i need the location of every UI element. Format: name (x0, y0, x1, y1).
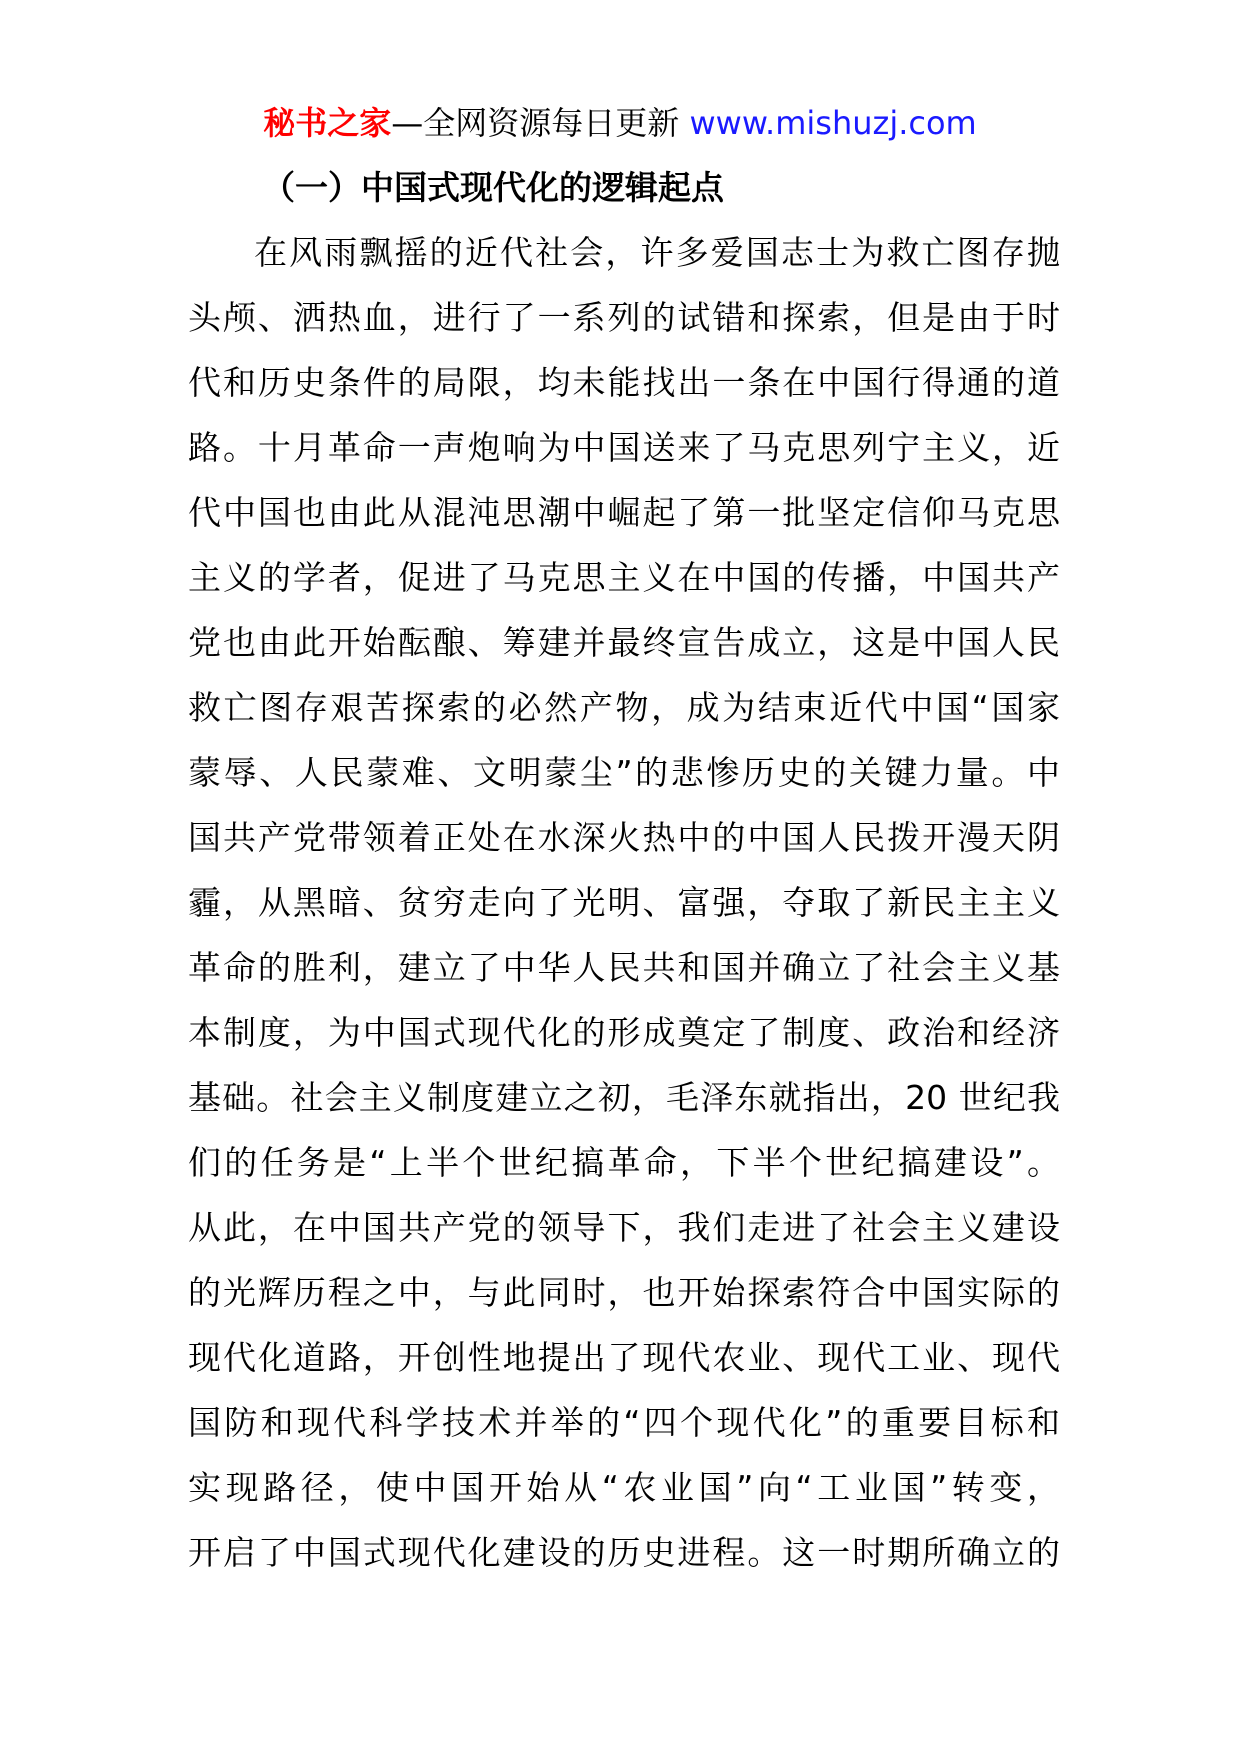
site-header (0, 98, 1240, 148)
paragraph-line: 头颅、洒热血，进行了一系列的试错和探索，但是由于时 (188, 298, 1060, 337)
paragraph-line: 国防和现代科学技术并举的“四个现代化”的重要目标和 (188, 1403, 1060, 1442)
body-paragraph (188, 228, 1060, 1593)
paragraph-line: 的光辉历程之中，与此同时，也开始探索符合中国实际的 (188, 1273, 1060, 1312)
paragraph-line: 路。十月革命一声炮响为中国送来了马克思列宁主义，近 (188, 428, 1060, 467)
paragraph-line: 们的任务是“上半个世纪搞革命，下半个世纪搞建设”。 (188, 1143, 1060, 1182)
paragraph-line: 代和历史条件的局限，均未能找出一条在中国行得通的道 (188, 363, 1060, 402)
paragraph-line: 党也由此开始酝酿、筹建并最终宣告成立，这是中国人民 (188, 623, 1060, 662)
paragraph-line: 主义的学者，促进了马克思主义在中国的传播，中国共产 (188, 558, 1060, 597)
paragraph-line: 开启了中国式现代化建设的历史进程。这一时期所确立的 (188, 1533, 1060, 1572)
paragraph-line: 国共产党带领着正处在水深火热中的中国人民拨开漫天阴 (188, 818, 1060, 857)
paragraph-line: 革命的胜利，建立了中华人民共和国并确立了社会主义基 (188, 948, 1060, 987)
paragraph-line: 基础。社会主义制度建立之初，毛泽东就指出，20 世纪我 (188, 1078, 1060, 1117)
paragraph-line: 现代化道路，开创性地提出了现代农业、现代工业、现代 (188, 1338, 1060, 1377)
paragraph-line: 从此，在中国共产党的领导下，我们走进了社会主义建设 (188, 1208, 1060, 1247)
site-url-link[interactable]: www.mishuzj.com (689, 104, 977, 142)
paragraph-line: 蒙辱、人民蒙难、文明蒙尘”的悲惨历史的关键力量。中 (188, 753, 1060, 792)
brand-name: 秘书之家 (263, 104, 392, 142)
paragraph-line: 本制度，为中国式现代化的形成奠定了制度、政治和经济 (188, 1013, 1060, 1052)
paragraph-line: 在风雨飘摇的近代社会，许多爱国志士为救亡图存抛 (254, 233, 1060, 272)
section-title: （一）中国式现代化的逻辑起点 (262, 168, 724, 207)
paragraph-line: 实现路径，使中国开始从“农业国”向“工业国”转变， (188, 1468, 1060, 1507)
header-tagline: —全网资源每日更新 (391, 104, 680, 142)
paragraph-line: 救亡图存艰苦探索的必然产物，成为结束近代中国“国家 (188, 688, 1060, 727)
paragraph-line: 代中国也由此从混沌思潮中崛起了第一批坚定信仰马克思 (188, 493, 1060, 532)
paragraph-line: 霾，从黑暗、贫穷走向了光明、富强，夺取了新民主主义 (188, 883, 1060, 922)
